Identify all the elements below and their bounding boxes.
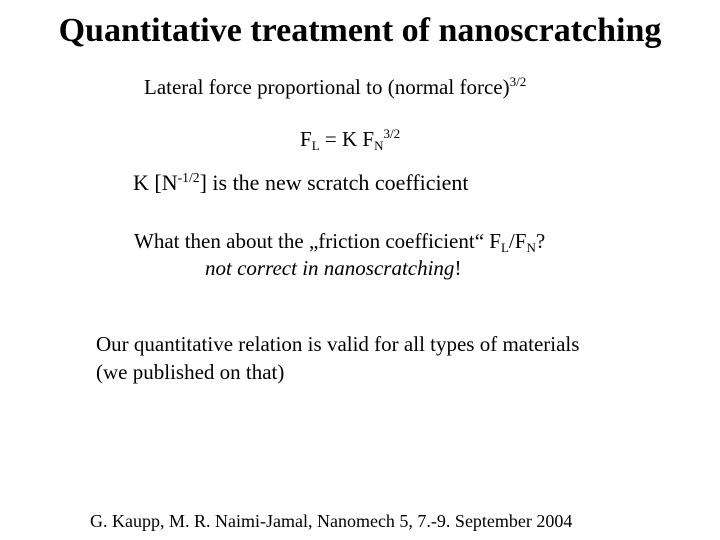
friction-slash: /F (508, 229, 527, 253)
friction-subscript-l: L (500, 239, 509, 255)
relation-line-1: Our quantitative relation is valid for all types of materials (96, 332, 580, 356)
friction-question-text: What then about the „friction coefficient“ F (134, 229, 501, 253)
friction-subscript-n: N (526, 239, 536, 255)
equation-equals-k: = K F (319, 127, 375, 151)
proportional-text: Lateral force proportional to (normal force) (144, 75, 510, 99)
proportional-exponent: 3/2 (509, 74, 527, 90)
friction-question-mark: ? (535, 229, 546, 253)
equation-rhs-exponent: 3/2 (383, 126, 401, 142)
friction-answer-text: not correct in nanoscratching (205, 256, 455, 280)
proportional-statement (144, 74, 527, 99)
friction-question (134, 229, 546, 255)
equation-lhs: F (300, 127, 312, 151)
friction-answer (205, 258, 461, 279)
scratch-equation (300, 126, 401, 153)
equation-rhs-subscript: N (374, 137, 384, 153)
slide-title: Quantitative treatment of nanoscratching (58, 12, 662, 49)
citation-footer: G. Kaupp, M. R. Naimi-Jamal, Nanomech 5, 7.-9. September 2004 (90, 511, 573, 531)
coefficient-exponent: -1/2 (177, 169, 200, 185)
coefficient-prefix: K [N (133, 170, 178, 195)
equation-lhs-subscript: L (311, 137, 320, 153)
relation-line-2: (we published on that) (96, 360, 285, 384)
coefficient-suffix: ] is the new scratch coefficient (199, 170, 469, 195)
friction-answer-exclamation: ! (454, 256, 462, 280)
coefficient-statement (133, 169, 469, 195)
